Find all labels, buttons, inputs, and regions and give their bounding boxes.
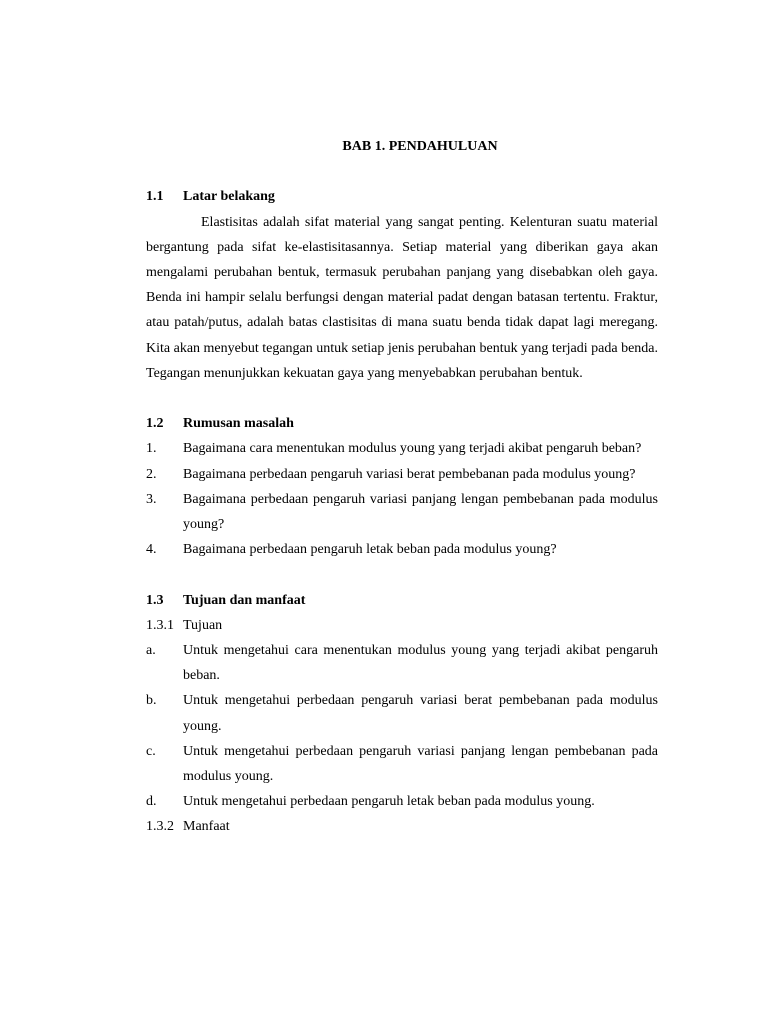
list-item [146, 739, 658, 789]
section-number: 1.2 [146, 416, 164, 432]
objective-list [146, 638, 658, 814]
problem-list [146, 436, 658, 562]
list-marker: b. [146, 693, 157, 709]
list-item [146, 462, 658, 487]
section-heading-tujuan-dan-manfaat [146, 588, 658, 613]
list-marker: c. [146, 743, 156, 759]
list-marker: d. [146, 794, 157, 810]
subsection-number: 1.3.2 [146, 819, 174, 835]
list-item-text: Bagaimana cara menentukan modulus young yang terjadi akibat pengaruh beban? [183, 441, 642, 457]
subsection-heading-tujuan [146, 613, 658, 638]
subsection-title: Tujuan [183, 617, 223, 633]
list-marker: 1. [146, 441, 157, 457]
list-marker: a. [146, 643, 156, 659]
list-item-text: Untuk mengetahui perbedaan pengaruh letak beban pada modulus young. [183, 794, 595, 810]
list-item [146, 436, 658, 461]
subsection-title: Manfaat [183, 819, 230, 835]
subsection-heading-manfaat [146, 814, 658, 839]
list-item-text: Untuk mengetahui perbedaan pengaruh variasi berat pembebanan pada modulus young. [183, 693, 658, 734]
list-item [146, 487, 658, 537]
section-number: 1.1 [146, 189, 164, 205]
page-content [146, 134, 658, 840]
background-paragraph: Elastisitas adalah sifat material yang sangat penting. Kelenturan suatu material bergantung pada sifat ke-elastisitasannya. Setiap material yang diberikan gaya akan mengalami perubahan bentuk, termasuk perubahan panjang yang disebabkan oleh gaya. Benda ini hampir selalu berfungsi dengan material padat dengan batasan tertentu. Fraktur, atau patah/putus, adalah batas clastisitas di mana suatu benda tidak dapat lagi meregang. Kita akan menyebut tegangan untuk setiap jenis perubahan bentuk yang terjadi pada benda. Tegangan menunjukkan kekuatan gaya yang menyebabkan perubahan bentuk. [146, 214, 658, 381]
list-marker: 4. [146, 542, 157, 558]
section-title: Latar belakang [183, 189, 275, 205]
list-item-text: Untuk mengetahui perbedaan pengaruh variasi panjang lengan pembebanan pada modulus young. [183, 743, 658, 785]
list-item-text: Bagaimana perbedaan pengaruh letak beban pada modulus young? [183, 542, 557, 558]
section-title: Tujuan dan manfaat [183, 592, 306, 608]
list-item [146, 537, 658, 562]
section-heading-rumusan-masalah [146, 411, 658, 436]
section-title: Rumusan masalah [183, 416, 294, 432]
list-item [146, 688, 658, 738]
list-item [146, 638, 658, 688]
section-number: 1.3 [146, 592, 164, 608]
subsection-number: 1.3.1 [146, 617, 174, 633]
chapter-title: BAB 1. PENDAHULUAN [342, 139, 498, 154]
list-item-text: Bagaimana perbedaan pengaruh variasi berat pembebanan pada modulus young? [183, 466, 636, 482]
section-heading-latar-belakang [146, 184, 658, 209]
list-marker: 2. [146, 466, 157, 482]
list-item [146, 789, 658, 814]
list-item-text: Bagaimana perbedaan pengaruh variasi panjang lengan pembebanan pada modulus young? [183, 491, 658, 533]
list-marker: 3. [146, 491, 157, 507]
list-item-text: Untuk mengetahui cara menentukan modulus young yang terjadi akibat pengaruh beban. [183, 643, 658, 684]
